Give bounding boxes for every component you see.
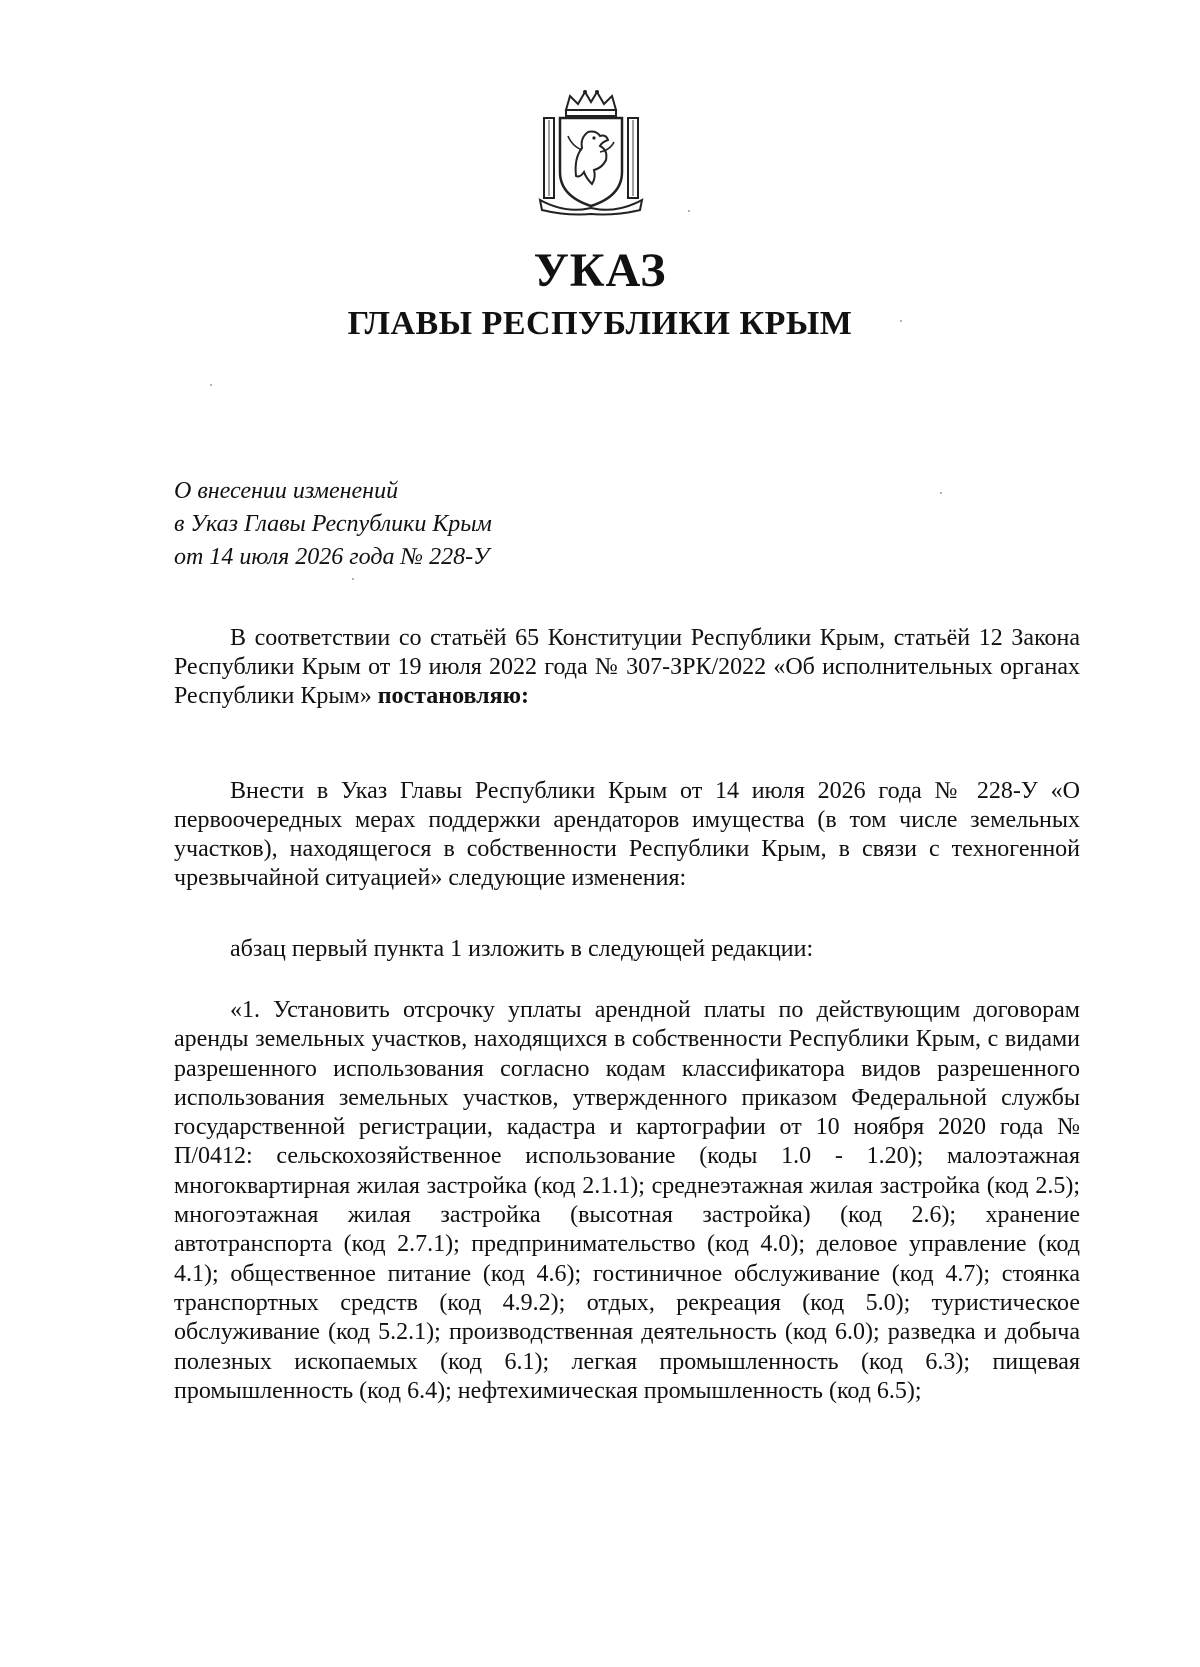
scan-speck <box>210 384 212 386</box>
quoted-paragraph: «1. Установить отсрочку уплаты арендной платы по действующим договорам аренды земельных участков, находящихся в собственности Республики Крым, с видами разрешенного использования согласно кодам классификатора видов разрешенного использования земельных участков, утвержденного приказом Федеральной службы государственной регистрации, кадастра и картографии от 10 ноября 2020 года № П/0412: сельскохозяйственное использование (коды 1.0 - 1.20); малоэтажная многоквартирная жилая застройка (код 2.1.1); среднеэтажная жилая застройка (код 2.5); многоэтажная жилая застройка (высотная застройка) (код 2.6); хранение автотранспорта (код 2.7.1); предпринимательство (код 4.0); деловое управление (код 4.1); общественное питание (код 4.6); гостиничное обслуживание (код 4.7); стоянка транспортных средств (код 4.9.2); отдых, рекреация (код 5.0); туристическое обслуживание (код 5.2.1); производственная деятельность (код 6.0); разведка и добыча полезных ископаемых (код 6.1); легкая промышленность (код 6.3); пищевая промышленность (код 6.4); нефтехимическая промышленность (код 6.5); <box>174 997 1080 1404</box>
crimea-coat-of-arms-icon <box>536 88 646 216</box>
preamble-paragraph <box>174 624 1080 711</box>
subject-line: от 14 июля 2026 года № 228-У <box>174 544 490 570</box>
instruction-paragraph: абзац первый пункта 1 изложить в следующей редакции: <box>230 936 814 962</box>
scan-speck <box>940 492 942 494</box>
scan-speck <box>900 320 902 322</box>
subject-line: в Указ Главы Республики Крым <box>174 511 492 537</box>
amend-paragraph: Внести в Указ Главы Республики Крым от 14 июля 2026 года № 228-У «О первоочередных мерах поддержки арендаторов имущества (в том числе земельных участков), находящегося в собственности Республики Крым, в связи с техногенной чрезвычайной ситуацией» следующие изменения: <box>174 778 1080 891</box>
scan-speck <box>352 578 354 580</box>
scan-speck <box>688 210 690 212</box>
decree-issuer: ГЛАВЫ РЕСПУБЛИКИ КРЫМ <box>347 305 853 342</box>
decree-word: постановляю: <box>377 683 529 709</box>
decree-title: УКАЗ <box>533 244 667 297</box>
decree-subject <box>174 475 492 574</box>
preamble-text: В соответствии со статьёй 65 Конституции Республики Крым, статьёй 12 Закона Республики Крым от 19 июля 2022 года № 307-ЗРК/2022 «Об исполнительных органах Республики Крым» <box>174 625 1080 709</box>
subject-line: О внесении изменений <box>174 478 399 504</box>
